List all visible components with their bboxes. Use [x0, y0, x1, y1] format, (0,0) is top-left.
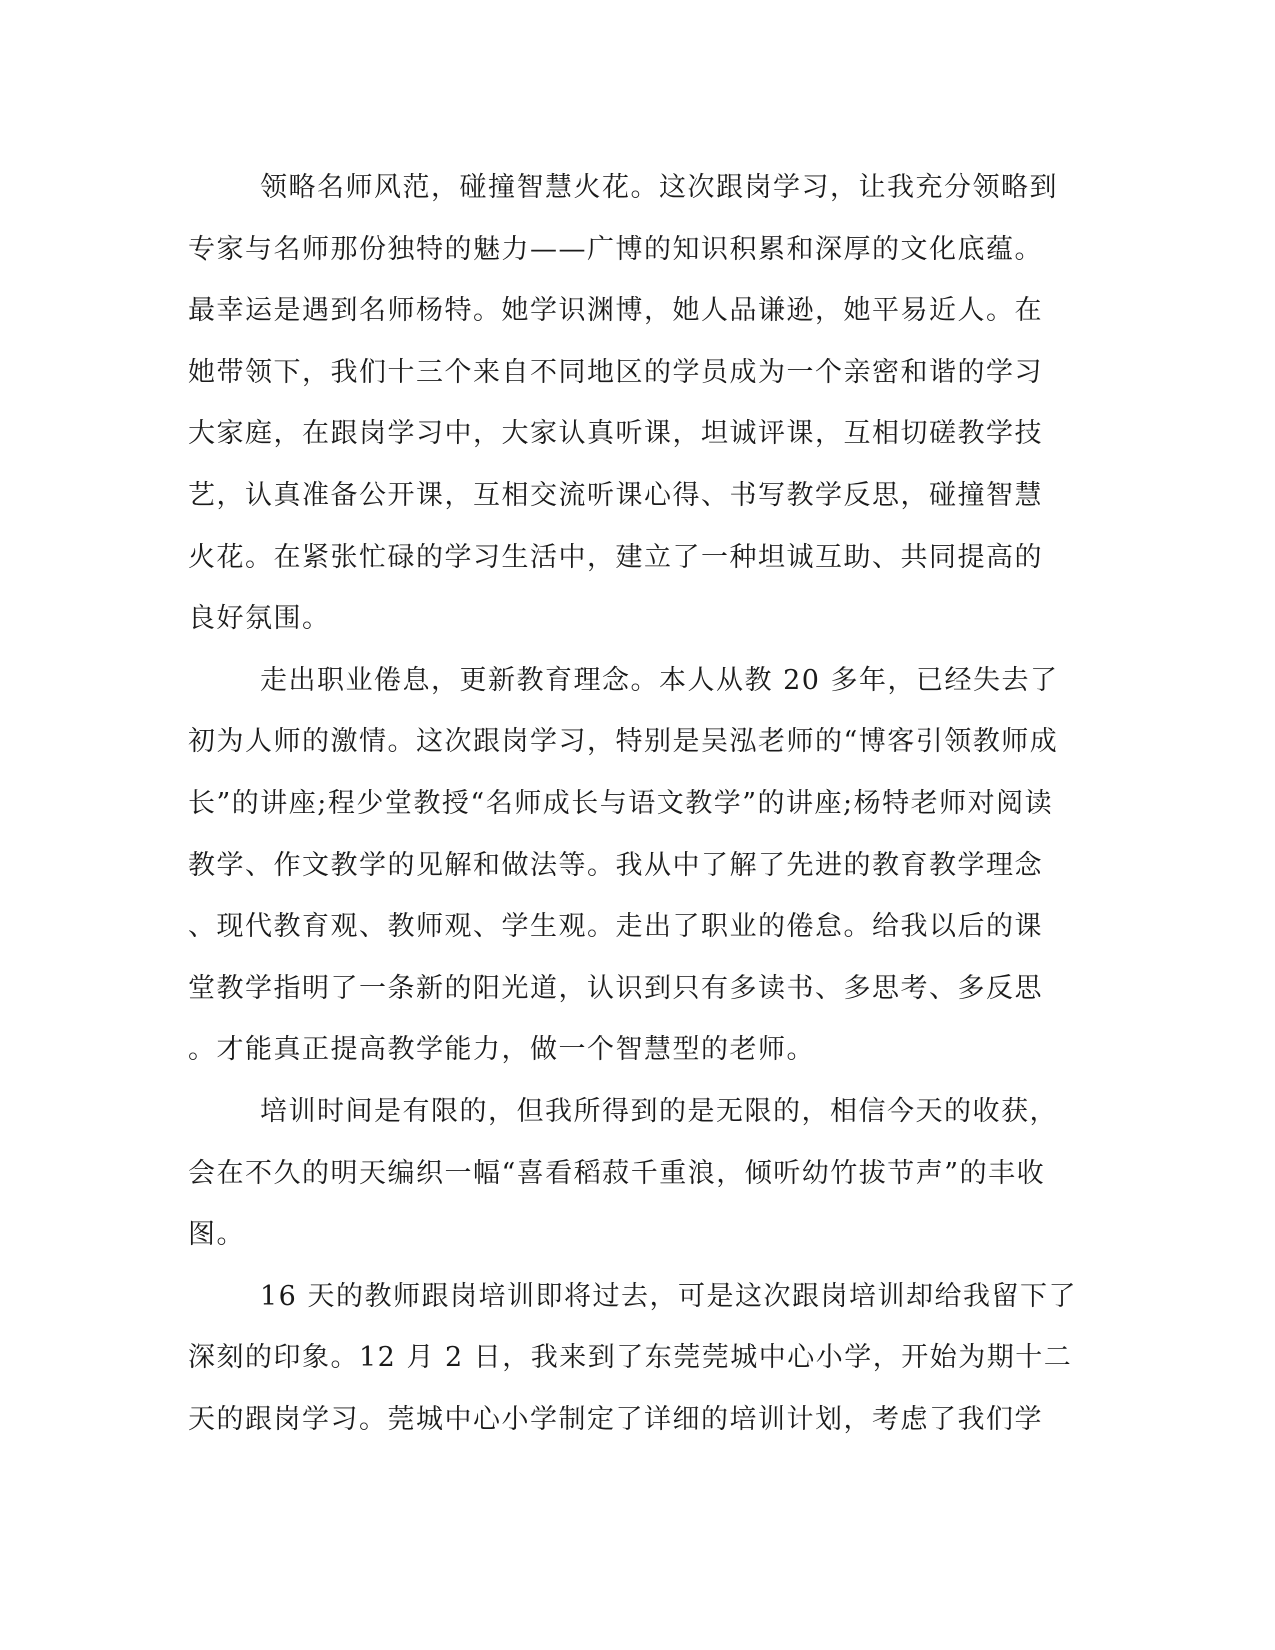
text-line: 天的跟岗学习。莞城中心小学制定了详细的培训计划，考虑了我们学: [188, 1403, 1043, 1435]
document-body: [188, 157, 1077, 1450]
paragraph-famous-teacher: [188, 157, 1068, 650]
text-line: 长”的讲座;程少堂教授“名师成长与语文教学”的讲座;杨特老师对阅读: [188, 787, 1054, 819]
text-line: 艺，认真准备公开课，互相交流听课心得、书写教学反思，碰撞智慧: [188, 479, 1043, 511]
text-line: 培训时间是有限的，但我所得到的是无限的，相信今天的收获，: [260, 1095, 1058, 1127]
text-line: 良好氛围。: [188, 603, 331, 635]
text-line: 教学、作文教学的见解和做法等。我从中了解了先进的教育教学理念: [188, 849, 1043, 881]
text-line: 走出职业倦息，更新教育理念。本人从教 20 多年，已经失去了: [260, 664, 1059, 696]
text-line: 图。: [188, 1219, 245, 1251]
text-line: 。才能真正提高教学能力，做一个智慧型的老师。: [188, 1034, 815, 1066]
text-line: 堂教学指明了一条新的阳光道，认识到只有多读书、多思考、多反思: [188, 972, 1043, 1004]
text-line: 火花。在紧张忙碌的学习生活中，建立了一种坦诚互助、共同提高的: [188, 541, 1043, 573]
text-line: 大家庭，在跟岗学习中，大家认真听课，坦诚评课，互相切磋教学技: [188, 418, 1043, 450]
text-line: 会在不久的明天编织一幅“喜看稻菽千重浪，倾听幼竹拔节声”的丰收: [188, 1157, 1046, 1189]
paragraph-sixteen-days: [188, 1266, 1077, 1451]
text-line: 专家与名师那份独特的魅力——广博的知识积累和深厚的文化底蕴。: [188, 233, 1043, 265]
text-line: 、现代教育观、教师观、学生观。走出了职业的倦怠。给我以后的课: [188, 911, 1043, 943]
paragraph-training-harvest: [188, 1081, 1068, 1266]
text-line: 最幸运是遇到名师杨特。她学识渊博，她人品谦逊，她平易近人。在: [188, 295, 1043, 327]
text-line: 领略名师风范，碰撞智慧火花。这次跟岗学习，让我充分领略到: [260, 172, 1058, 203]
text-line: 她带领下，我们十三个来自不同地区的学员成为一个亲密和谐的学习: [188, 356, 1043, 388]
text-line: 深刻的印象。12 月 2 日，我来到了东莞莞城中心小学，开始为期十二: [188, 1342, 1073, 1374]
text-line: 16 天的教师跟岗培训即将过去，可是这次跟岗培训却给我留下了: [260, 1280, 1077, 1312]
paragraph-career-fatigue: [188, 650, 1068, 1081]
text-line: 初为人师的激情。这次跟岗学习，特别是吴泓老师的“博客引领教师成: [188, 726, 1059, 758]
